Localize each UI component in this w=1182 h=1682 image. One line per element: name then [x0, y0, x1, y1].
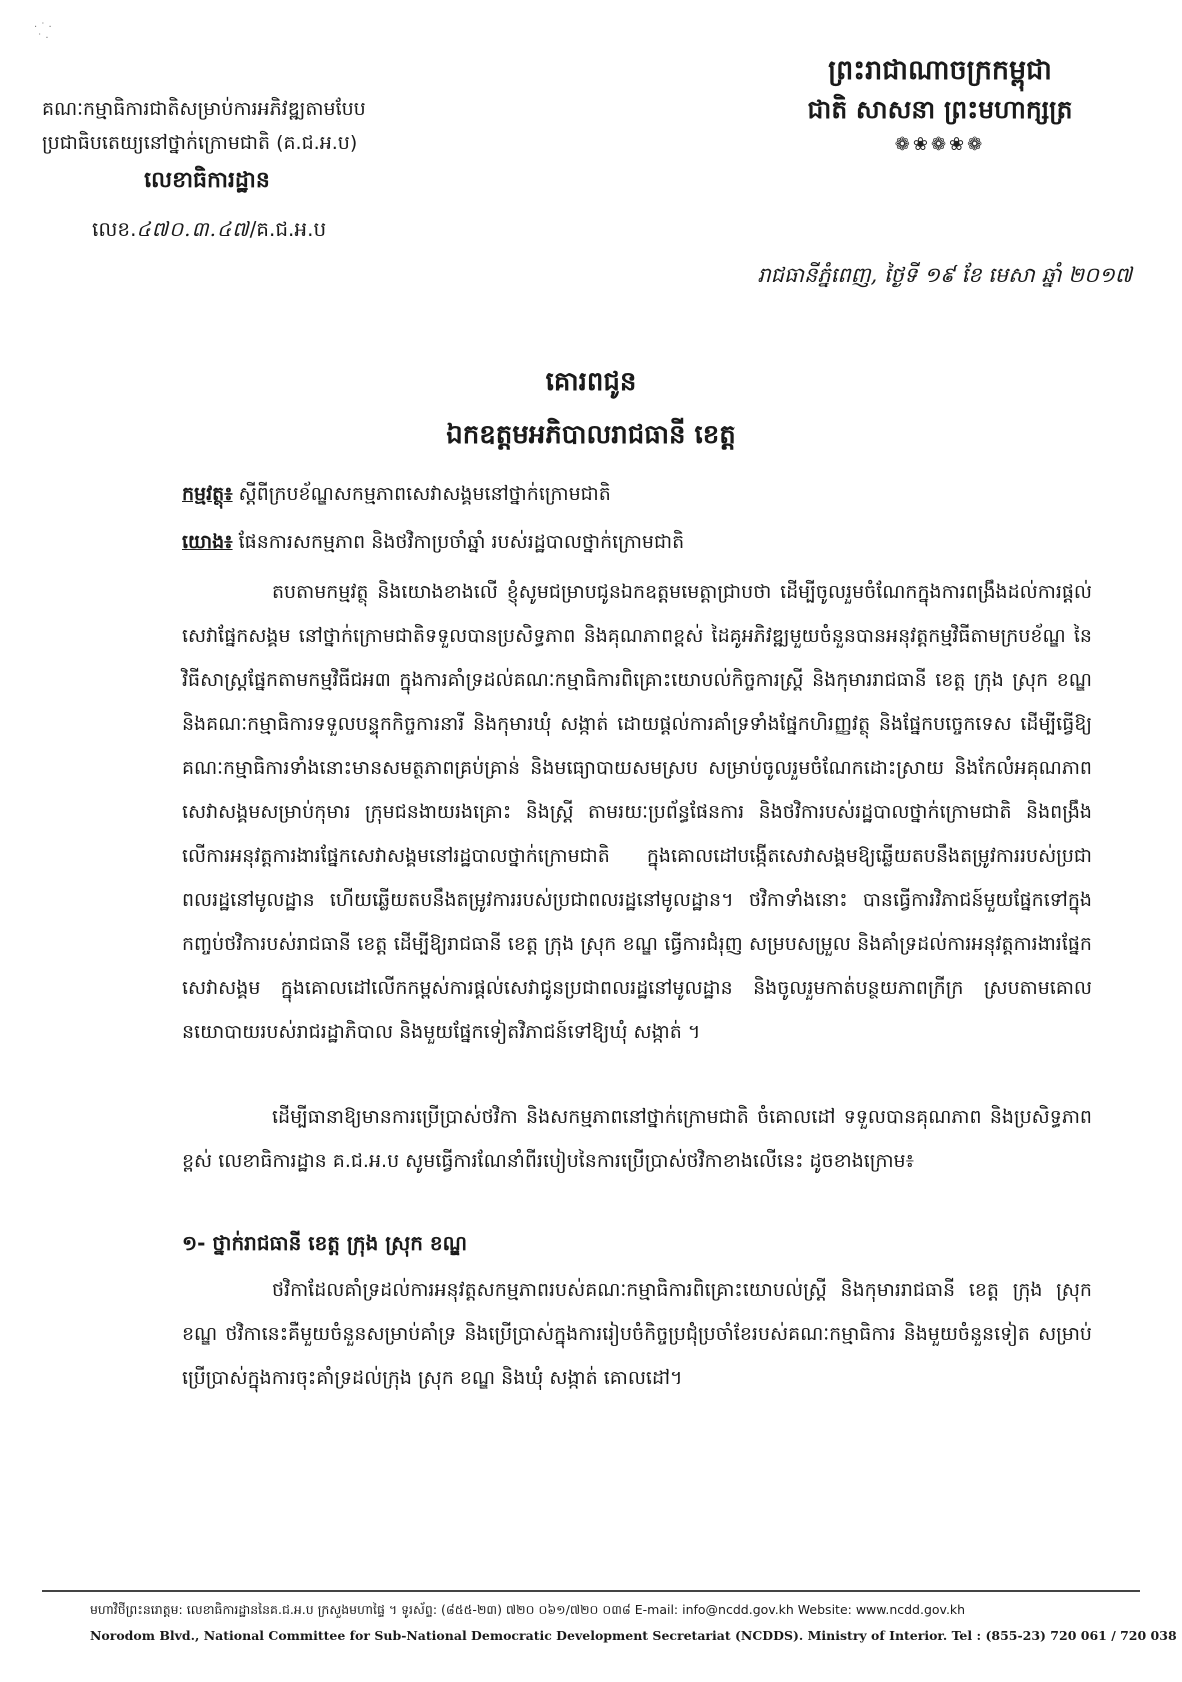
- paragraph-1: តបតាមកម្មវត្ថុ និងយោងខាងលើ ខ្ញុំសូមជម្រាបជូនឯកឧត្តមមេត្តាជ្រាបថា ដើម្បីចូលរួមចំណែកក្នុងការពង្រឹងដល់ការផ្ដល់សេវាផ្នែកសង្គម នៅថ្នាក់ក្រោមជាតិទទួលបានប្រសិទ្ធភាព និងគុណភាពខ្ពស់ ដៃគូអភិវឌ្ឍមួយចំនួនបានអនុវត្តកម្មវិធីតាមក្របខ័ណ្ឌ នៃវិធីសាស្ត្រផ្នែកតាមកម្មវិធីជអ៣ ក្នុងការគាំទ្រដល់គណៈកម្មាធិការពិគ្រោះយោបល់កិច្ចការស្ត្រី និងកុមាររាជធានី ខេត្ត ក្រុង ស្រុក ខណ្ឌ និងគណៈកម្មាធិការទទួលបន្ទុកកិច្ចការនារី និងកុមារឃុំ សង្កាត់ ដោយផ្ដល់ការគាំទ្រទាំងផ្នែកហិរញ្ញវត្ថុ និងផ្នែកបច្ចេកទេស ដើម្បីធ្វើឱ្យគណៈកម្មាធិការទាំងនោះមានសមត្ថភាពគ្រប់គ្រាន់ និងមធ្យោបាយសមស្រប សម្រាប់ចូលរួមចំណែកដោះស្រាយ និងកែលំអគុណភាពសេវាសង្គមសម្រាប់កុមារ ក្រុមជនងាយរងគ្រោះ និងស្ត្រី តាមរយៈប្រព័ន្ធផែនការ និងថវិការបស់រដ្ឋបាលថ្នាក់ក្រោមជាតិ និងពង្រឹងលើការអនុវត្តការងារផ្នែកសេវាសង្គមនៅរដ្ឋបាលថ្នាក់ក្រោមជាតិ ក្នុងគោលដៅបង្កើតសេវាសង្គមឱ្យឆ្លើយតបនឹងតម្រូវការរបស់ប្រជាពលរដ្ឋនៅមូលដ្ឋាន ហើយឆ្លើយតបនឹងតម្រូវការរបស់ប្រជាពលរដ្ឋនៅមូលដ្ឋាន។ ថវិកាទាំងនោះ បានធ្វើការវិភាជន៍មួយផ្នែកទៅក្នុងកញ្ចប់ថវិការបស់រាជធានី ខេត្ត ដើម្បីឱ្យរាជធានី ខេត្ត ក្រុង ស្រុក ខណ្ឌ ធ្វើការជំរុញ សម្របសម្រួល និងគាំទ្រដល់ការអនុវត្តការងារផ្នែកសេវាសង្គម ក្នុងគោលដៅលើកកម្ពស់ការផ្ដល់សេវាជូនប្រជាពលរដ្ឋនៅមូលដ្ឋាន និងចូលរួមកាត់បន្ថយភាពក្រីក្រ ស្របតាមគោលនយោបាយរបស់រាជរដ្ឋាភិបាល និងមួយផ្នែកទៀតវិភាជន៍ទៅឱ្យឃុំ សង្កាត់ ។: [182, 581, 1092, 1043]
- subject-text: ស្ដីពីក្របខ័ណ្ឌសកម្មភាពសេវាសង្គមនៅថ្នាក់ក្រោមជាតិ: [238, 483, 611, 505]
- subject-block: [182, 470, 684, 566]
- footer-english-line: Norodom Blvd., National Committee for Sub-National Democratic Development Secretariat (NCDDS). Ministry of Interior. Tel : (855-23) 720 061 / 720 038: [90, 1628, 1177, 1643]
- reference-line: [182, 518, 684, 566]
- reference-text: ផែនការសកម្មភាព និងថវិកាប្រចាំឆ្នាំ របស់រដ្ឋបាលថ្នាក់ក្រោមជាតិ: [238, 531, 685, 553]
- scan-specks: · ˙ · ˙ ·: [34, 22, 52, 44]
- header-left: [42, 92, 562, 246]
- header-right: [760, 50, 1120, 155]
- date-line: រាជធានីភ្នំពេញ, ថ្ងៃទី ១៩ ខែ មេសា ឆ្នាំ ២០១៧: [757, 263, 1132, 287]
- kingdom-title: ព្រះរាជាណាចក្រកម្ពុជា: [828, 55, 1052, 86]
- paragraph-2: ដើម្បីធានាឱ្យមានការប្រើប្រាស់ថវិកា និងសកម្មភាពនៅថ្នាក់ក្រោមជាតិ ចំគោលដៅ ទទួលបានគុណភាព និងប្រសិទ្ធភាពខ្ពស់ លេខាធិការដ្ឋាន គ.ជ.អ.ប សូមធ្វើការណែនាំពីរបៀបនៃការប្រើប្រាស់ថវិកាខាងលើនេះ ដូចខាងក្រោម៖: [182, 1106, 1092, 1172]
- subject-label: កម្មវត្ថុ៖: [182, 483, 233, 505]
- ref-number-handwritten: ៤៧០.៣.៤៧: [136, 217, 250, 241]
- salutation-to: គោរពជូន: [545, 367, 637, 397]
- reference-number: [92, 212, 562, 246]
- org-name-line1: គណៈកម្មាធិការជាតិសម្រាប់ការអភិវឌ្ឍតាមបែប: [42, 98, 366, 120]
- footer-khmer-line: មហាវិថីព្រះនរោត្តម: លេខាធិការដ្ឋាននៃគ.ជ.អ.ប ក្រសួងមហាផ្ទៃ ។ ទូរស័ព្ទ: (៨៥៥-២៣) ៧២០ ០៦១/៧២០ ០៣៨ E-mail: info@ncdd.gov.kh Website: www.ncdd.gov.kh: [90, 1602, 966, 1617]
- ref-suffix: /គ.ជ.អ.ប: [249, 217, 327, 241]
- subject-line: [182, 470, 684, 518]
- salutation-recipient: ឯកឧត្តមអភិបាលរាជធានី ខេត្ត: [446, 420, 736, 450]
- secretariat-label: លេខាធិការដ្ឋាន: [144, 168, 270, 193]
- ref-prefix: លេខ.: [92, 217, 137, 241]
- reference-label: យោង៖: [182, 531, 233, 553]
- ornament-divider-icon: ❁❀❁❀❁: [894, 134, 986, 155]
- paragraph-3: ថវិកាដែលគាំទ្រដល់ការអនុវត្តសកម្មភាពរបស់គណៈកម្មាធិការពិគ្រោះយោបល់ស្ត្រី និងកុមាររាជធានី ខេត្ត ក្រុង ស្រុក ខណ្ឌ ថវិកានេះគឺមួយចំនួនសម្រាប់គាំទ្រ និងប្រើប្រាស់ក្នុងការរៀបចំកិច្ចប្រជុំប្រចាំខែរបស់គណៈកម្មាធិការ និងមួយចំនួនទៀត សម្រាប់ប្រើប្រាស់ក្នុងការចុះគាំទ្រដល់ក្រុង ស្រុក ខណ្ឌ និងឃុំ សង្កាត់ គោលដៅ។: [182, 1279, 1092, 1389]
- footer-divider: [42, 1590, 1140, 1592]
- section-1-title: ១- ថ្នាក់រាជធានី ខេត្ត ក្រុង ស្រុក ខណ្ឌ: [182, 1231, 468, 1255]
- national-motto: ជាតិ សាសនា ព្រះមហាក្សត្រ: [807, 95, 1073, 124]
- org-name-line2: ប្រជាធិបតេយ្យនៅថ្នាក់ក្រោមជាតិ (គ.ជ.អ.ប): [42, 132, 358, 154]
